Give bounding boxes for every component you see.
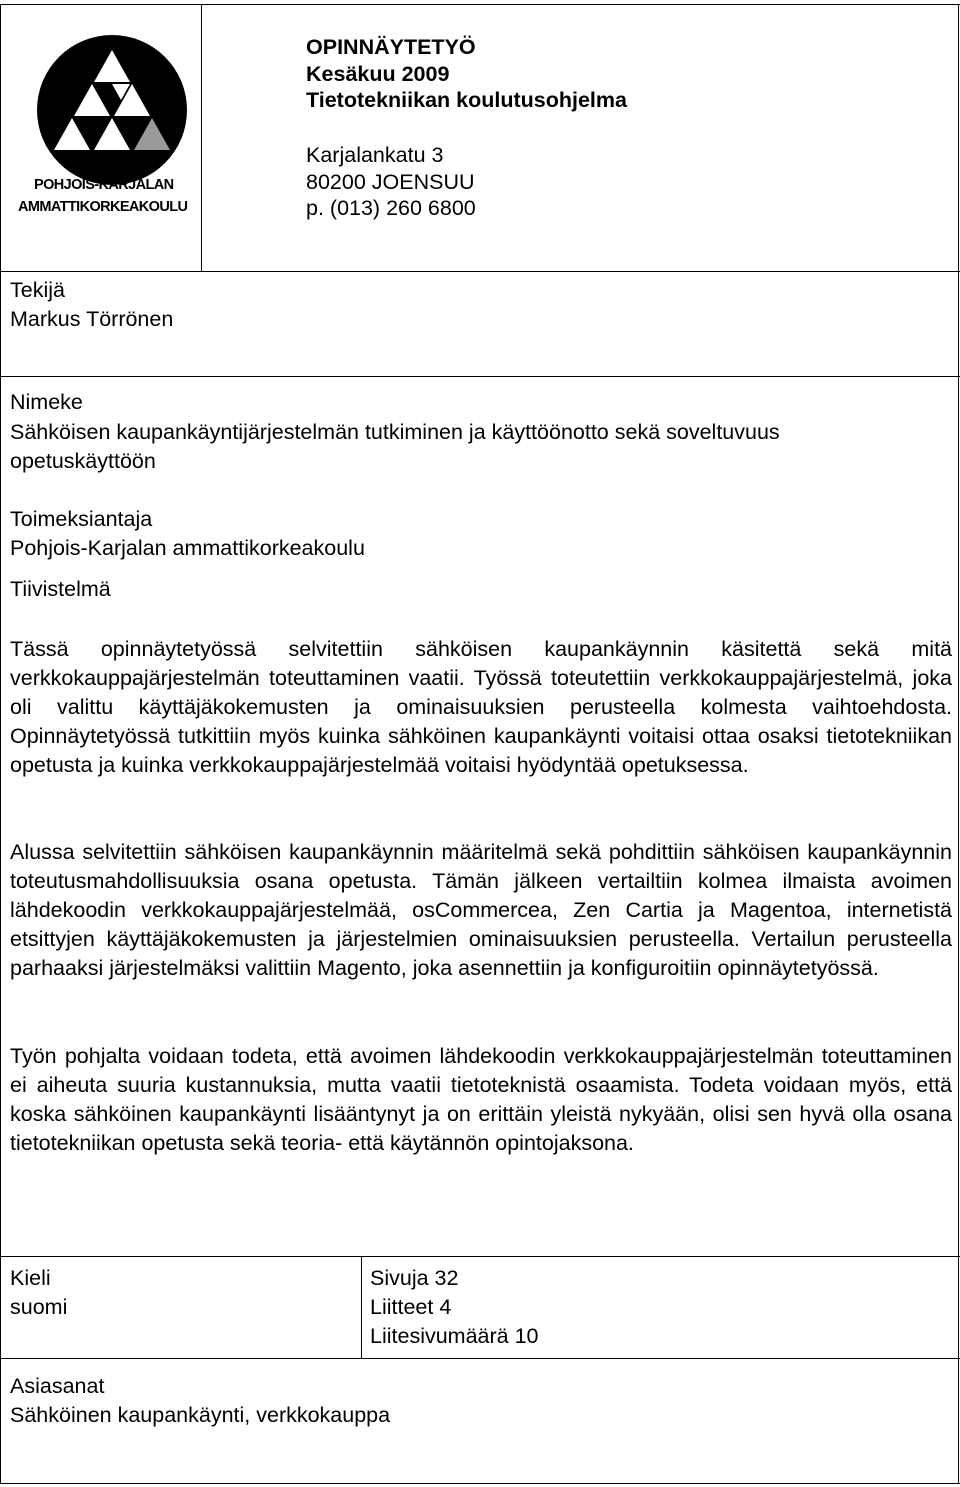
keywords-label: Asiasanat: [10, 1374, 105, 1398]
degree-programme: Tietotekniikan koulutusohjelma: [306, 88, 627, 112]
abstract-label: Tiivistelmä: [10, 577, 111, 601]
commissioner-label: Toimeksiantaja: [10, 507, 153, 531]
logo-line-1: POHJOIS-KARJALAN: [34, 177, 174, 193]
abstract-paragraph-3: Työn pohjalta voidaan todeta, että avoimen lähdekoodin verkkokauppajärjestelmän toteuttaminen ei aiheuta suuria kustannuksia, mutta vaatii tietoteknistä osaamista. Todeta voidaan myös, että koska sähköinen kaupankäynti lisääntynyt ja on erittäin yleistä nykyään, olisi sen hyvä olla osana tietotekniikan opetusta sekä teoria- että käytännön opintojaksona.: [10, 1044, 952, 1155]
frame-right: [958, 4, 959, 1484]
thesis-title-line-2: opetuskäyttöön: [10, 449, 156, 473]
commissioner-name: Pohjois-Karjalan ammattikorkeakoulu: [10, 536, 365, 560]
triangle-logo-icon: [24, 30, 200, 190]
frame-left: [0, 4, 1, 1484]
title-label: Nimeke: [10, 390, 83, 414]
document-date: Kesäkuu 2009: [306, 62, 450, 86]
author-divider: [0, 376, 960, 377]
phone-number: p. (013) 260 6800: [306, 196, 476, 220]
abstract-paragraph-2: Alussa selvitettiin sähköisen kaupankäynnin määritelmä sekä pohdittiin sähköisen kaupankäynnin toteutusmahdollisuuksia osana opetusta. Tämän jälkeen vertailtiin kolmea ilmaista avoimen lähdekoodin verkkokauppajärjestelmää, osCommercea, Zen Cartia ja Magentoa, internetistä etsittyjen käyttäjäkokemusten ja järjestelmien ominaisuuksien perusteella. Vertailun perusteella parhaaksi järjestelmäksi valittiin Magento, joka asennettiin ja konfiguroitiin opinnäytetyössä.: [10, 840, 952, 980]
address-street: Karjalankatu 3: [306, 143, 444, 167]
logo-line-2: AMMATTIKORKEAKOULU: [18, 199, 188, 215]
address-city: 80200 JOENSUU: [306, 170, 475, 194]
frame-bottom: [0, 1483, 960, 1484]
thesis-title-line-1: Sähköisen kaupankäyntijärjestelmän tutkiminen ja käyttöönotto sekä soveltuvuus: [10, 420, 780, 444]
header-divider-vertical: [201, 4, 202, 272]
keywords-divider: [0, 1358, 960, 1359]
school-logo: [18, 30, 200, 220]
frame-top: [0, 4, 960, 5]
footer-divider: [0, 1256, 960, 1257]
document-type: OPINNÄYTETYÖ: [306, 35, 476, 59]
keywords-value: Sähköinen kaupankäynti, verkkokauppa: [10, 1403, 391, 1427]
author-name: Markus Törrönen: [10, 307, 174, 331]
footer-column-divider: [361, 1256, 362, 1359]
header-divider-horizontal: [0, 271, 960, 272]
appendix-count: Liitteet 4: [370, 1295, 452, 1319]
author-label: Tekijä: [10, 278, 65, 302]
language-label: Kieli: [10, 1266, 51, 1290]
page-count: Sivuja 32: [370, 1266, 459, 1290]
appendix-page-count: Liitesivumäärä 10: [370, 1324, 539, 1348]
abstract-paragraph-1: Tässä opinnäytetyössä selvitettiin sähköisen kaupankäynnin käsitettä sekä mitä verkkokauppajärjestelmän toteuttaminen vaatii. Työssä toteutettiin verkkokauppajärjestelmä, joka oli valittu käyttäjäkokemusten ja ominaisuuksien perusteella kolmesta vaihtoehdosta. Opinnäytetyössä tutkittiin myös kuinka sähköinen kaupankäynti voitaisi ottaa osaksi tietotekniikan opetusta ja kuinka verkkokauppajärjestelmää voitaisi hyödyntää opetuksessa.: [10, 637, 952, 777]
language-value: suomi: [10, 1295, 68, 1319]
